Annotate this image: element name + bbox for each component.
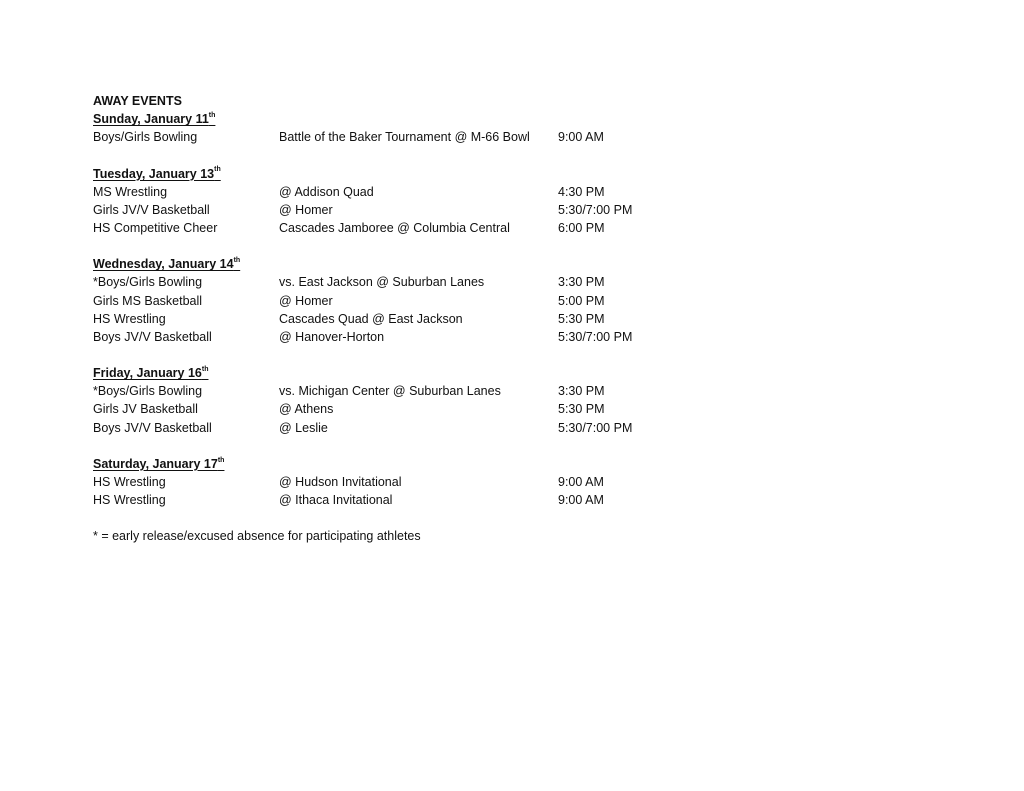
event-sport: HS Wrestling [93, 474, 166, 489]
day-date-suffix: th [217, 456, 225, 464]
event-time: 5:30/7:00 PM [558, 420, 633, 435]
event-description: @ Homer [279, 202, 333, 217]
event-sport: Girls JV Basketball [93, 402, 198, 417]
day-heading [93, 455, 953, 473]
event-time: 5:30/7:00 PM [558, 329, 633, 344]
event-sport: MS Wrestling [93, 184, 168, 199]
event-time: 5:30 PM [558, 311, 605, 326]
day-date: Wednesday, January 14 [93, 257, 234, 272]
event-row [93, 183, 953, 201]
event-row [93, 310, 953, 328]
event-description: vs. Michigan Center @ Suburban Lanes [279, 384, 501, 399]
day-date-suffix: th [233, 257, 241, 265]
event-row [93, 382, 953, 400]
event-time: 6:00 PM [558, 220, 605, 235]
event-description: Cascades Quad @ East Jackson [279, 311, 463, 326]
event-description: Cascades Jamboree @ Columbia Central [279, 220, 510, 235]
day-heading [93, 364, 953, 382]
event-sport: HS Competitive Cheer [93, 220, 218, 235]
section-spacer [93, 146, 953, 164]
event-row [93, 473, 953, 491]
event-sport: Girls MS Basketball [93, 293, 203, 308]
event-row [93, 219, 953, 237]
event-description: vs. East Jackson @ Suburban Lanes [279, 275, 485, 290]
day-date: Sunday, January 11 [93, 112, 209, 127]
day-date-suffix: th [208, 111, 216, 119]
event-row [93, 201, 953, 219]
event-sport: HS Wrestling [93, 493, 166, 508]
event-sport: Girls JV/V Basketball [93, 202, 210, 217]
event-description: @ Hudson Invitational [279, 474, 402, 489]
event-row [93, 328, 953, 346]
event-time: 3:30 PM [558, 275, 605, 290]
day-heading [93, 110, 953, 128]
event-description: @ Leslie [279, 420, 328, 435]
event-sport: Boys/Girls Bowling [93, 130, 198, 145]
day-heading [93, 165, 953, 183]
event-time: 5:30/7:00 PM [558, 202, 633, 217]
day-date: Friday, January 16 [93, 366, 202, 381]
event-description: @ Ithaca Invitational [279, 493, 393, 508]
event-time: 9:00 AM [558, 130, 604, 145]
event-row [93, 400, 953, 418]
event-row [93, 128, 953, 146]
event-sport: Boys JV/V Basketball [93, 420, 212, 435]
event-row [93, 273, 953, 291]
away-events-document [93, 92, 953, 546]
section-spacer [93, 437, 953, 455]
footnote: * = early release/excused absence for participating athletes [93, 529, 421, 544]
day-heading [93, 255, 953, 273]
event-sport: *Boys/Girls Bowling [93, 275, 203, 290]
section-spacer [93, 346, 953, 364]
page-title: AWAY EVENTS [93, 94, 182, 108]
day-date: Saturday, January 17 [93, 456, 218, 471]
event-sport: HS Wrestling [93, 311, 166, 326]
event-description: @ Addison Quad [279, 184, 374, 199]
event-sport: Boys JV/V Basketball [93, 329, 212, 344]
event-description: Battle of the Baker Tournament @ M-66 Bowl [279, 130, 530, 145]
event-time: 5:30 PM [558, 402, 605, 417]
event-time: 9:00 AM [558, 474, 604, 489]
day-date-suffix: th [214, 166, 221, 174]
event-description: @ Homer [279, 293, 333, 308]
event-description: @ Athens [279, 402, 334, 417]
event-description: @ Hanover-Horton [279, 329, 385, 344]
event-time: 4:30 PM [558, 184, 605, 199]
event-sport: *Boys/Girls Bowling [93, 384, 203, 399]
day-date: Tuesday, January 13 [93, 166, 215, 181]
event-row [93, 491, 953, 509]
section-spacer [93, 509, 953, 527]
event-row [93, 419, 953, 437]
event-time: 9:00 AM [558, 493, 604, 508]
day-date-suffix: th [201, 365, 209, 373]
event-time: 3:30 PM [558, 384, 605, 399]
event-time: 5:00 PM [558, 293, 605, 308]
event-row [93, 292, 953, 310]
section-spacer [93, 237, 953, 255]
